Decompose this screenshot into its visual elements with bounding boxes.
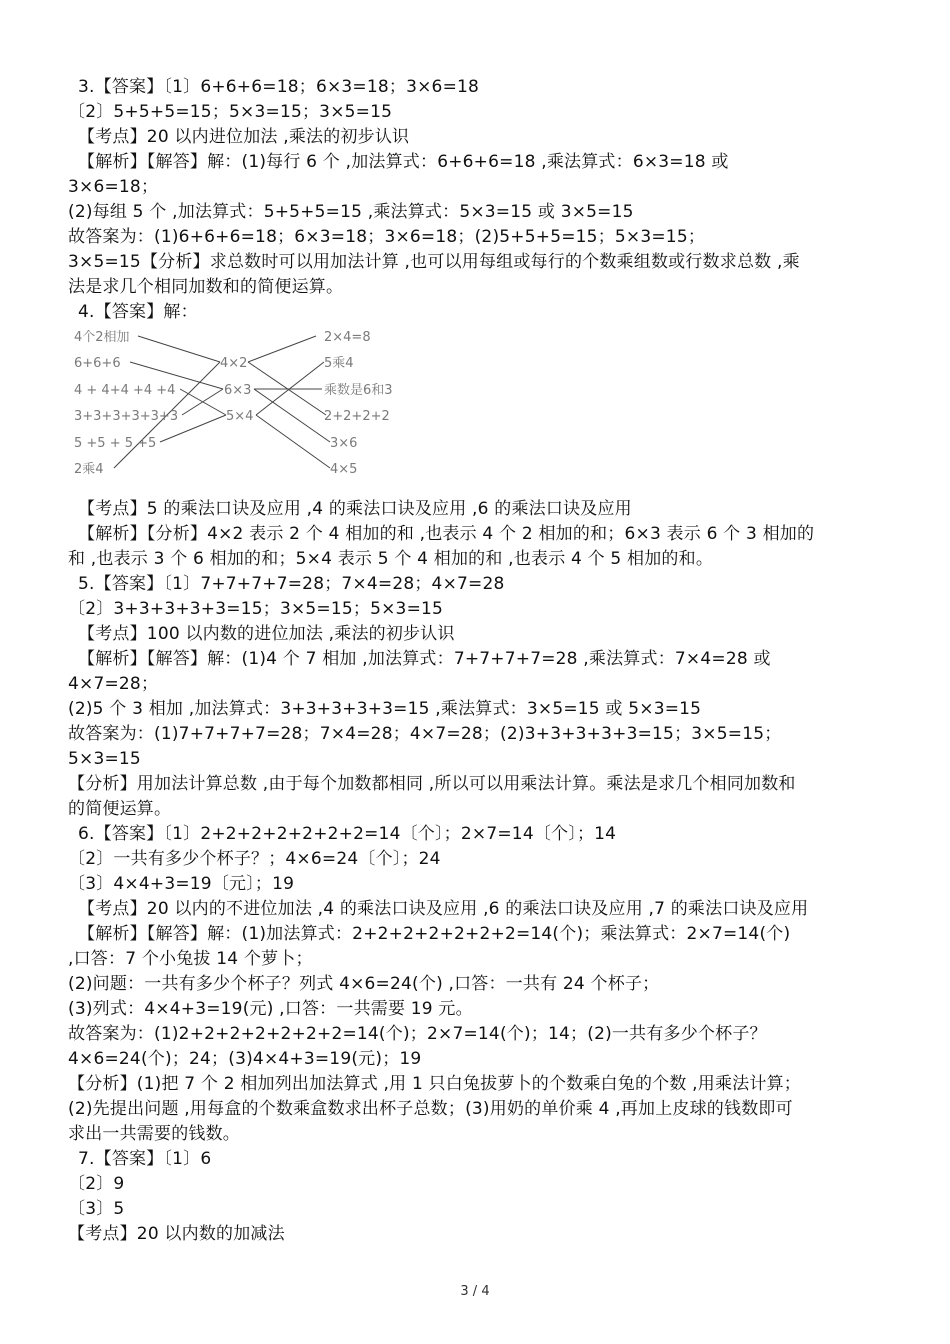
- text-line: 的简便运算。: [68, 799, 172, 819]
- link-left1-mid1: [138, 336, 220, 362]
- text-line: 〔2〕一共有多少个杯子？；4×6=24〔个〕；24: [68, 849, 441, 869]
- left-label: 4 + 4+4 +4 +4: [74, 383, 176, 398]
- text-line: 【解析】【分析】4×2 表示 2 个 4 相加的和 ,也表示 4 个 2 相加的和；6×3 表示 6 个 3 相加的: [78, 524, 815, 544]
- text-line: (2)5 个 3 相加 ,加法算式：3+3+3+3+3=15 ,乘法算式：3×5=15 或 5×3=15: [68, 699, 702, 719]
- left-label: 6+6+6: [74, 356, 121, 371]
- text-line: 3×5=15【分析】求总数时可以用加法计算 ,也可以用每组或每行的个数乘组数或行数求总数 ,乘: [68, 252, 800, 272]
- text-line: 【分析】(1)把 7 个 2 相加列出加法算式 ,用 1 只白兔拔萝卜的个数乘白兔的个数 ,用乘法计算；: [68, 1074, 801, 1094]
- text-line: 【考点】100 以内数的进位加法 ,乘法的初步认识: [78, 624, 455, 644]
- middle-label: 6×3: [224, 383, 252, 398]
- link-mid1-right1: [248, 336, 316, 362]
- middle-label: 5×4: [226, 409, 254, 424]
- link-mid3-right6: [256, 415, 330, 468]
- left-label: 3+3+3+3+3+3: [74, 409, 179, 424]
- text-line: 【考点】5 的乘法口诀及应用 ,4 的乘法口诀及应用 ,6 的乘法口诀及应用: [78, 499, 632, 519]
- text-line: (2)问题：一共有多少个杯子？列式 4×6=24(个) ,口答：一共有 24 个杯子；: [68, 974, 660, 994]
- text-line: 5×3=15: [68, 749, 141, 769]
- text-line: 求出一共需要的钱数。: [68, 1124, 240, 1144]
- text-line: 〔3〕5: [68, 1199, 125, 1219]
- link-left4-mid2: [182, 389, 223, 415]
- text-line: 4×7=28；: [68, 674, 159, 694]
- left-label: 4个2相加: [74, 330, 130, 345]
- text-line: 【解析】【解答】解：(1)4 个 7 相加 ,加法算式：7+7+7+7=28 ,乘法算式：7×4=28 或: [78, 649, 771, 669]
- text-line: 3.【答案】〔1〕6+6+6=18；6×3=18；3×6=18: [78, 77, 480, 97]
- right-label: 乘数是6和3: [324, 383, 393, 398]
- text-line: 〔2〕3+3+3+3+3=15；3×5=15；5×3=15: [68, 599, 444, 619]
- text-line: (2)每组 5 个 ,加法算式：5+5+5=15 ,乘法算式：5×3=15 或 3×5=15: [68, 202, 634, 222]
- text-line: 4.【答案】解：: [78, 302, 198, 322]
- right-label: 3×6: [330, 436, 358, 451]
- text-line: 〔2〕5+5+5=15；5×3=15；3×5=15: [68, 102, 393, 122]
- text-line: 〔2〕9: [68, 1174, 125, 1194]
- text-line: 【解析】【解答】解：(1)加法算式：2+2+2+2+2+2+2=14(个)；乘法算式：2×7=14(个): [78, 924, 791, 944]
- text-line: 【考点】20 以内数的加减法: [68, 1224, 285, 1244]
- text-line: 〔3〕4×4+3=19〔元〕；19: [68, 874, 295, 894]
- text-line: 故答案为：(1)6+6+6=18；6×3=18；3×6=18；(2)5+5+5=15；5×3=15；: [68, 227, 706, 247]
- text-line: 5.【答案】〔1〕7+7+7+7=28；7×4=28；4×7=28: [78, 574, 505, 594]
- matching-diagram: [68, 322, 428, 482]
- right-label: 2+2+2+2: [324, 409, 390, 424]
- text-line: 【考点】20 以内进位加法 ,乘法的初步认识: [78, 127, 410, 147]
- text-line: 故答案为：(1)7+7+7+7=28；7×4=28；4×7=28；(2)3+3+3+3+3=15；3×5=15；: [68, 724, 782, 744]
- text-line: 7.【答案】〔1〕6: [78, 1149, 212, 1169]
- right-label: 2×4=8: [324, 330, 371, 345]
- text-line: (2)先提出问题 ,用每盒的个数乘盒数求出杯子总数；(3)用奶的单价乘 4 ,再加上皮球的钱数即可: [68, 1099, 793, 1119]
- text-line: 6.【答案】〔1〕2+2+2+2+2+2+2=14〔个〕；2×7=14〔个〕；14: [78, 824, 617, 844]
- text-line: (3)列式：4×4+3=19(元) ,口答：一共需要 19 元。: [68, 999, 473, 1019]
- text-line: 和 ,也表示 3 个 6 相加的和；5×4 表示 5 个 4 相加的和 ,也表示 4 个 5 相加的和。: [68, 549, 714, 569]
- text-line: 法是求几个相同加数和的简便运算。: [68, 277, 344, 297]
- link-mid2-right5: [254, 389, 330, 442]
- left-label: 5 +5 + 5 +5: [74, 436, 157, 451]
- text-line: 故答案为：(1)2+2+2+2+2+2+2=14(个)；2×7=14(个)；14；(2)一共有多少个杯子？: [68, 1024, 767, 1044]
- right-label: 4×5: [330, 462, 358, 477]
- middle-label: 4×2: [220, 356, 248, 371]
- text-line: 4×6=24(个)；24；(3)4×4+3=19(元)；19: [68, 1049, 422, 1069]
- right-label: 5乘4: [324, 356, 354, 371]
- page-number: 3 / 4: [460, 1284, 490, 1299]
- text-line: ,口答：7 个小兔拔 14 个萝卜；: [68, 949, 313, 969]
- left-label: 2乘4: [74, 462, 104, 477]
- text-line: 【考点】20 以内的不进位加法 ,4 的乘法口诀及应用 ,6 的乘法口诀及应用 ,7 的乘法口诀及应用: [78, 899, 809, 919]
- text-line: 【解析】【解答】解：(1)每行 6 个 ,加法算式：6+6+6=18 ,乘法算式：6×3=18 或: [78, 152, 729, 172]
- text-line: 3×6=18；: [68, 177, 159, 197]
- text-line: 【分析】用加法计算总数 ,由于每个加数都相同 ,所以可以用乘法计算。乘法是求几个相同加数和: [68, 774, 796, 794]
